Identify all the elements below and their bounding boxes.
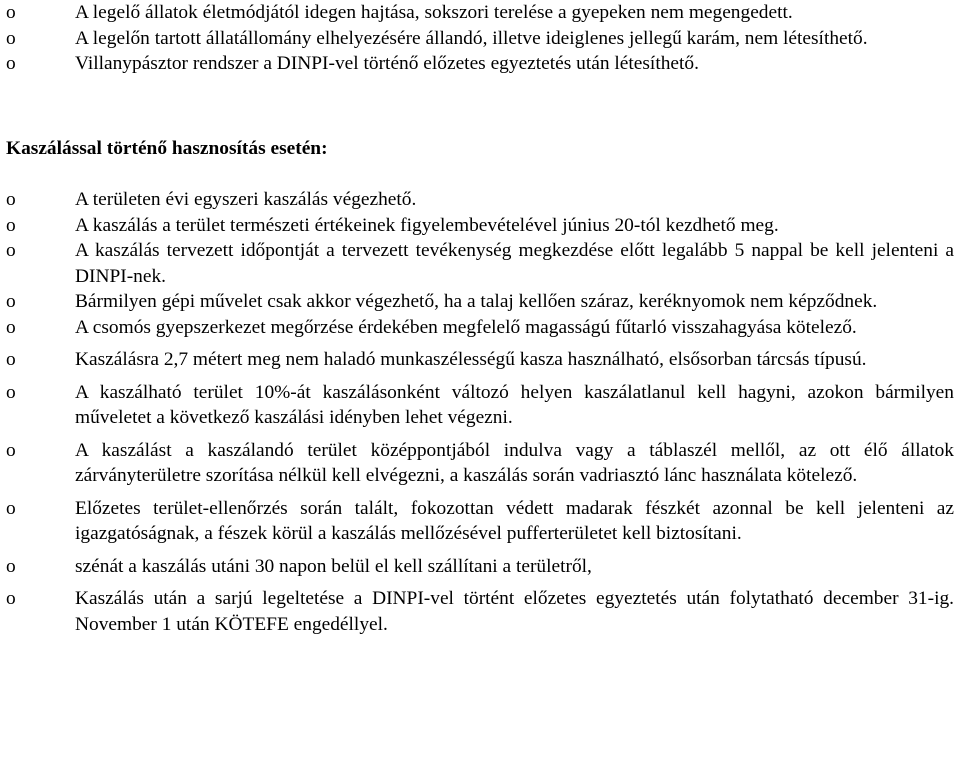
list-item-text: A legelőn tartott állatállomány elhelyezésére állandó, illetve ideiglenes jellegű karám, nem létesíthető.	[75, 27, 868, 49]
list-item-text: A területen évi egyszeri kaszálás végezhető.	[75, 189, 417, 210]
bullet-marker: o	[6, 349, 16, 370]
list-item	[0, 26, 960, 52]
list-item-text: A kaszálást a kaszálandó terület középpontjából indulva vagy a táblaszél mellől, az ott élő állatok zárványterületre szorítása nélkül kell elvégezni, a kaszálás során vadriasztó lánc használata kötelező.	[75, 439, 954, 486]
list-item-text: A csomós gyepszerkezet megőrzése érdekében megfelelő magasságú fűtarló visszahagyása kötelező.	[75, 316, 857, 338]
bullet-marker: o	[6, 240, 16, 261]
list-item	[0, 554, 960, 580]
bullet-marker: o	[6, 189, 16, 210]
list-item	[0, 0, 960, 26]
list-item	[0, 315, 960, 341]
list-item-text: Bármilyen gépi művelet csak akkor végezhető, ha a talaj kellően száraz, keréknyomok nem képződnek.	[75, 291, 878, 312]
list-item	[0, 380, 960, 431]
bullet-marker: o	[6, 214, 16, 236]
bullet-marker: o	[6, 555, 16, 577]
list-item-text: A kaszálható terület 10%-át kaszálásonként változó helyen kaszálatlanul kell hagyni, azokon bármilyen műveletet a következő kaszálási idényben lehet végezni.	[75, 381, 954, 428]
list-item	[0, 347, 960, 373]
list-item	[0, 238, 960, 289]
bullet-marker: o	[6, 588, 16, 609]
section-heading: Kaszálással történő hasznosítás esetén:	[6, 138, 328, 159]
list-item	[0, 187, 960, 213]
list-item-text: A kaszálás a terület természeti értékeinek figyelembevételével június 20-tól kezdhető meg.	[75, 214, 779, 236]
list-item-text: A kaszálás tervezett időpontját a tervezett tevékenység megkezdése előtt legalább 5 nappal be kell jelenteni a DINPI-nek.	[75, 240, 954, 287]
list-item-text: Kaszálásra 2,7 métert meg nem haladó munkaszélességű kasza használható, elsősorban tárcsás típusú.	[75, 349, 867, 370]
list-item-text: Előzetes terület-ellenőrzés során talált, fokozottan védett madarak fészkét azonnal be kell jelenteni az igazgatóságnak, a fészek körül a kaszálás mellőzésével pufferterületet kell biztosítani.	[75, 497, 954, 544]
list-item	[0, 586, 960, 637]
list-item	[0, 496, 960, 547]
bullet-marker: o	[6, 497, 16, 519]
bullet-marker: o	[6, 291, 16, 312]
list-item-text: szénát a kaszálás utáni 30 napon belül el kell szállítani a területről,	[75, 555, 592, 577]
list-item	[0, 289, 960, 315]
bullet-marker: o	[6, 381, 16, 403]
mowing-rules-list	[0, 187, 960, 637]
list-item-text: A legelő állatok életmódjától idegen hajtása, sokszori terelése a gyepeken nem megengedett.	[75, 2, 793, 23]
bullet-marker: o	[6, 316, 16, 338]
list-item	[0, 51, 960, 77]
list-item-text: Kaszálás után a sarjú legeltetése a DINPI-vel történt előzetes egyeztetés után folytatható december 31-ig. November 1 után KÖTEFE engedéllyel.	[75, 588, 954, 635]
bullet-marker: o	[6, 439, 16, 461]
list-item	[0, 213, 960, 239]
bullet-marker: o	[6, 2, 16, 23]
list-item	[0, 438, 960, 489]
list-item-text: Villanypásztor rendszer a DINPI-vel történő előzetes egyeztetés után létesíthető.	[75, 53, 699, 74]
bullet-marker: o	[6, 27, 16, 49]
bullet-marker: o	[6, 53, 16, 74]
grazing-rules-list	[0, 0, 960, 77]
